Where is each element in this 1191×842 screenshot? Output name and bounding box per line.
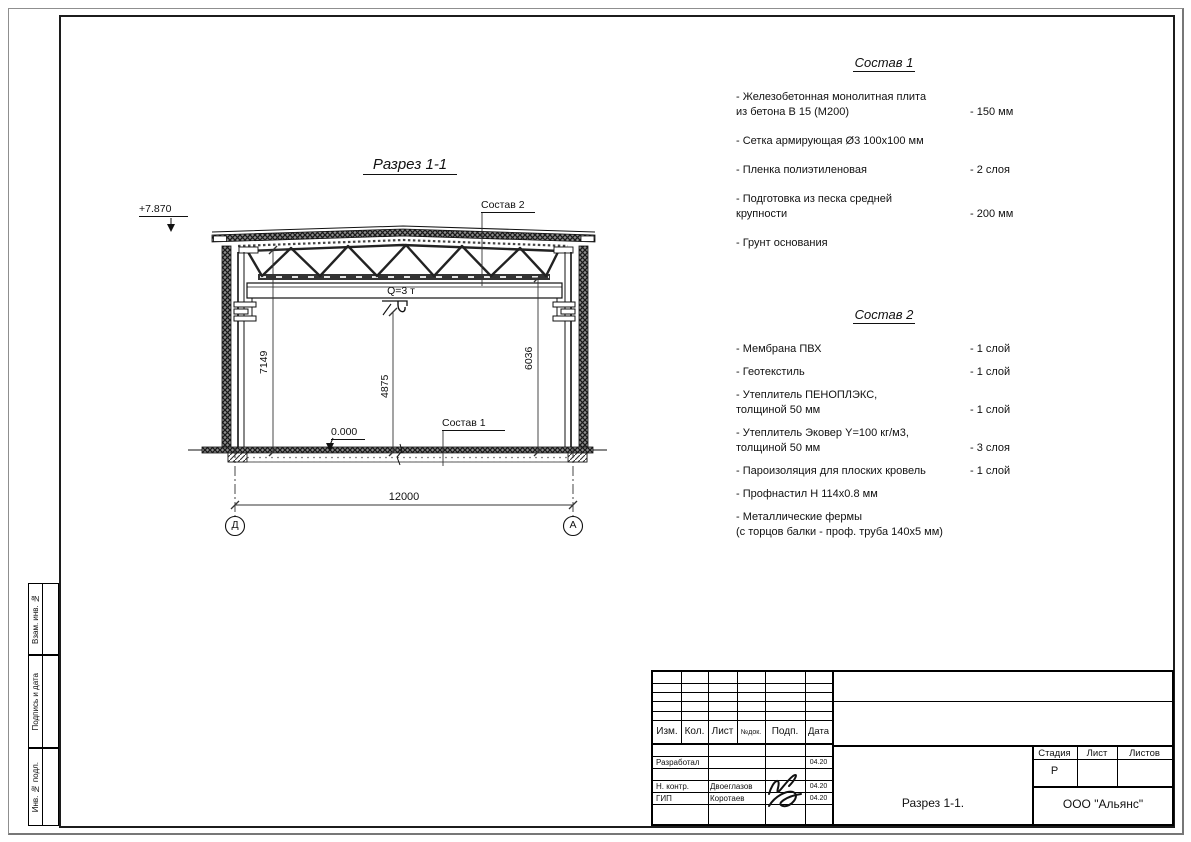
floor-slab — [188, 444, 607, 465]
side-strip-label: Взам. инв. № — [29, 584, 43, 654]
spec-item-text: - Железобетонная монолитная плита — [736, 91, 927, 103]
spec2-title: Состав 2 — [854, 307, 914, 322]
spec-item — [736, 163, 1032, 178]
floor-level-label: 0.000 — [331, 426, 365, 440]
stamp-date: 04.20 — [809, 795, 828, 802]
spec-item-value: - 200 мм — [970, 208, 1014, 220]
spec-item — [736, 236, 1032, 251]
spec-item-text2: (с торцов балки - проф. труба 140x5 мм) — [736, 526, 943, 538]
spec-item-value: - 1 слой — [970, 404, 1011, 416]
spec1-title: Состав 1 — [854, 55, 914, 70]
roof — [212, 226, 595, 246]
spec-item-text2: толщиной 50 мм — [736, 404, 821, 416]
sheet-side-strip — [28, 583, 59, 826]
spec2-list — [736, 307, 1032, 548]
stamp-col-kol: Кол. — [684, 726, 705, 737]
stamp-col-podp: Подп. — [771, 726, 799, 737]
stamp-date: 04.20 — [809, 759, 828, 766]
spec-item-text2: из бетона В 15 (М200) — [736, 106, 849, 118]
spec-item-text: - Пароизоляция для плоских кровель — [736, 465, 926, 477]
crane-capacity-label: Q=3 т — [387, 285, 415, 297]
span-dimension-label: 12000 — [388, 491, 420, 503]
spec-item-text: - Металлические фермы — [736, 511, 863, 523]
stamp-stage-label: Стадия — [1038, 748, 1071, 759]
spec-item-text: - Геотекстиль — [736, 366, 805, 378]
spec-item-value: - 1 слой — [970, 465, 1011, 477]
stamp-name: Двоеглазов — [710, 782, 753, 791]
section-title: Разрез 1-1 — [363, 156, 457, 175]
spec-item-text: - Пленка полиэтиленовая — [736, 164, 867, 176]
stamp-role: Н. контр. — [656, 782, 690, 791]
spec-item-text: - Утеплитель Эковер Y=100 кг/м3, — [736, 427, 909, 439]
left-wall — [222, 246, 244, 452]
spec-item-text: - Мембрана ПВХ — [736, 343, 822, 355]
dim-left-label: 7149 — [258, 350, 270, 374]
dim-right-label: 6036 — [523, 346, 535, 370]
stamp-col-list: Лист — [711, 726, 734, 737]
spec-item-text: - Подготовка из песка средней — [736, 193, 892, 205]
spec-item — [736, 426, 1032, 456]
stamp-role: Разработал — [656, 758, 700, 767]
stamp-sheet-label: Лист — [1086, 748, 1108, 759]
stamp-sheets-label: Листов — [1129, 748, 1160, 759]
spec-item — [736, 388, 1032, 418]
spec-item — [736, 90, 1032, 120]
spec-item — [736, 192, 1032, 222]
spec-item — [736, 365, 1032, 380]
right-wall — [565, 246, 588, 452]
side-strip-cell — [28, 748, 59, 826]
title-block — [651, 670, 1174, 826]
crane-hook — [382, 301, 407, 315]
spec-item — [736, 134, 1032, 149]
spec-item-value: - 2 слоя — [970, 164, 1011, 176]
roof-truss — [239, 245, 573, 277]
side-strip-label: Подпись и дата — [29, 656, 43, 747]
stamp-col-izm: Изм. — [656, 726, 678, 737]
stamp-company: ООО "Альянс" — [1062, 797, 1144, 811]
spec-item-text2: толщиной 50 мм — [736, 442, 821, 454]
spec-item-text: - Профнастил Н 114x0.8 мм — [736, 488, 878, 500]
spec-item-text: - Утеплитель ПЕНОПЛЭКС, — [736, 389, 878, 401]
roof-callout-label: Состав 2 — [481, 199, 535, 213]
spec-item-value: - 1 слой — [970, 343, 1011, 355]
spec-item-text: - Грунт основания — [736, 237, 828, 249]
spec-item-text2: крупности — [736, 208, 788, 220]
side-strip-empty — [43, 656, 58, 747]
dim-mid-label: 4875 — [379, 374, 391, 398]
axis-right-label: А — [569, 519, 577, 531]
spec-item-value: - 3 слоя — [970, 442, 1011, 454]
floor-callout-label: Состав 1 — [442, 417, 505, 431]
side-strip-cell — [28, 583, 59, 655]
side-strip-label: Инв. № подл. — [29, 749, 43, 825]
spec-item-text: - Сетка армирующая Ø3 100x100 мм — [736, 135, 924, 147]
spec-item — [736, 464, 1032, 479]
side-strip-empty — [43, 749, 58, 825]
leader-lines — [167, 212, 482, 466]
axis-left-label: Д — [231, 519, 239, 531]
spec1-list — [736, 55, 1032, 265]
spec-item-value: - 1 слой — [970, 366, 1011, 378]
stamp-name: Коротаев — [710, 794, 745, 803]
side-strip-cell — [28, 655, 59, 748]
spec-item — [736, 342, 1032, 357]
signature-scribble — [765, 772, 807, 812]
stamp-col-ndok: №док. — [740, 729, 762, 736]
side-strip-empty — [43, 584, 58, 654]
stamp-role: ГИП — [656, 794, 672, 803]
stamp-date: 04.20 — [809, 783, 828, 790]
spec-item-value: - 150 мм — [970, 106, 1014, 118]
spec-item — [736, 487, 1032, 502]
spec-item — [736, 510, 1032, 540]
stamp-col-data: Дата — [807, 726, 830, 737]
elevation-mark-label: +7.870 — [139, 203, 188, 217]
stamp-doc-name: Разрез 1-1. — [901, 796, 965, 810]
stamp-stage-value: Р — [1050, 765, 1059, 777]
